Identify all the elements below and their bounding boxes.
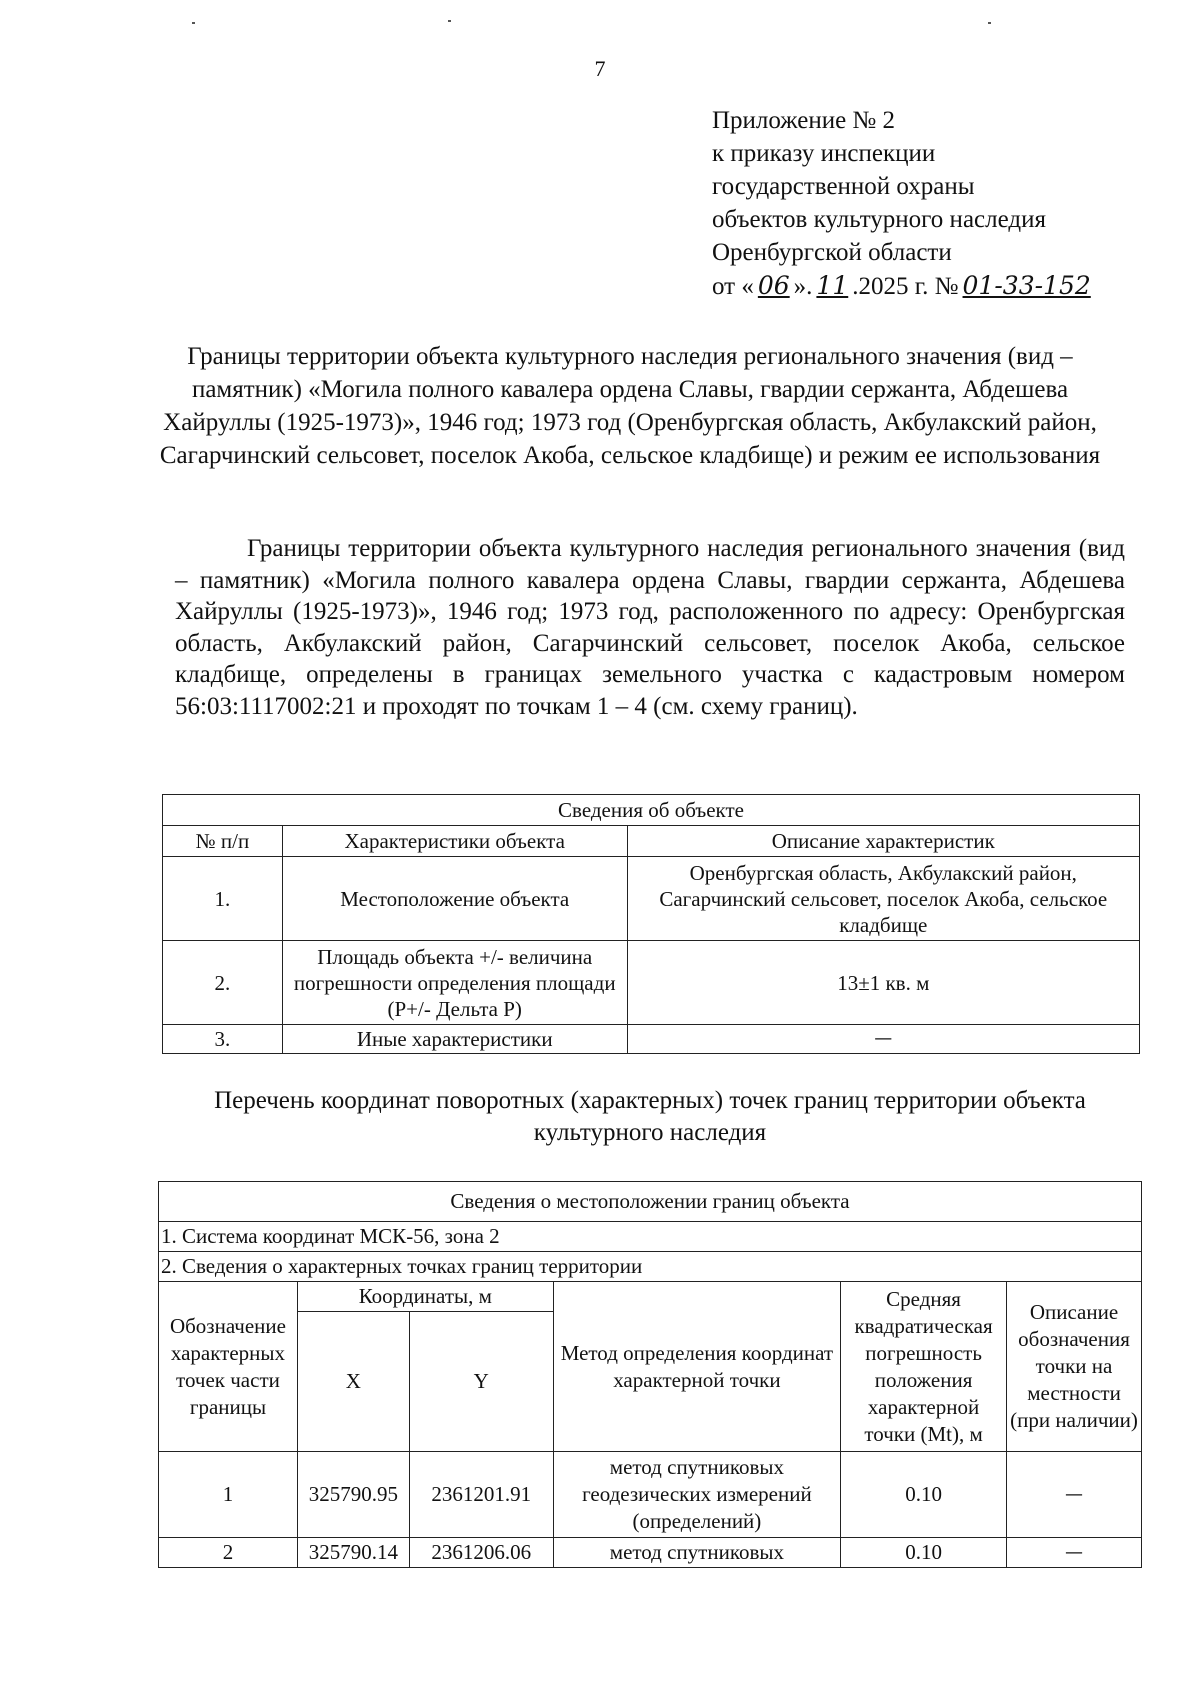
coordinate-y: 2361206.06 — [409, 1538, 553, 1568]
scan-speck — [192, 22, 195, 24]
coordinate-y: 2361201.91 — [409, 1452, 553, 1538]
mean-error: 0.10 — [841, 1452, 1007, 1538]
column-header-y: Y — [409, 1312, 553, 1452]
appendix-line: Оренбургской области — [712, 239, 952, 266]
table-row — [159, 1538, 1142, 1568]
table-row — [159, 1452, 1142, 1538]
point-description: — — [1007, 1538, 1142, 1568]
coordinate-x: 325790.95 — [297, 1452, 409, 1538]
coordinate-system: 1. Система координат МСК-56, зона 2 — [159, 1222, 1142, 1252]
document-title: Границы территории объекта культурного наследия регионального значения (вид – памятник) «Могила полного кавалера ордена Славы, гвардии сержанта, Абдешева Хайруллы (1925-1973)», 1946 год; 1973 год (Оренбургская область, Акбулакский район, Сагарчинский сельсовет, поселок Акоба, сельское кладбище) и режим ее использования — [159, 343, 1101, 469]
method: метод спутниковых — [553, 1538, 840, 1568]
column-header-point-description: Описание обозначения точки на местности (при наличии) — [1007, 1282, 1142, 1452]
coord-table-caption: Сведения о местоположении границ объекта — [159, 1182, 1142, 1222]
appendix-block — [712, 104, 1182, 303]
row-number: 3. — [163, 1025, 283, 1054]
table-row — [163, 941, 1140, 1025]
handwritten-month: 11 — [816, 271, 849, 300]
scan-speck — [988, 22, 991, 24]
appendix-line: Приложение № 2 — [712, 107, 896, 134]
row-number: 2. — [163, 941, 283, 1025]
row-characteristic: Площадь объекта +/- величина погрешности определения площади (P+/- Дельта P) — [282, 941, 627, 1025]
boundary-description: Границы территории объекта культурного наследия регионального значения (вид – памятник) «Могила полного кавалера ордена Славы, гвардии сержанта, Абдешева Хайруллы (1925-1973)», 1946 год; 1973 год, расположенного по адресу: Оренбургская область, Акбулакский район, Сагарчинский сельсовет, поселок Акоба, сельское кладбище, определены в границах земельного участка с кадастровым номером 56:03:1117002:21 и проходят по точкам 1 – 4 (см. схему границ). — [175, 535, 1125, 720]
coordinates-table — [158, 1181, 1142, 1568]
point-id: 2 — [159, 1538, 298, 1568]
column-header-x: X — [297, 1312, 409, 1452]
object-table-caption: Сведения об объекте — [163, 795, 1140, 826]
row-number: 1. — [163, 857, 283, 941]
appendix-line: к приказу инспекции — [712, 140, 936, 167]
mean-error: 0.10 — [841, 1538, 1007, 1568]
table-row — [163, 1025, 1140, 1054]
coordinate-x: 325790.14 — [297, 1538, 409, 1568]
page-number: 7 — [594, 56, 606, 81]
handwritten-day: 06 — [757, 271, 790, 300]
table-row — [163, 857, 1140, 941]
date-separator: ». — [793, 273, 813, 300]
row-description: — — [627, 1025, 1139, 1054]
method: метод спутниковых геодезических измерений (определений) — [553, 1452, 840, 1538]
row-characteristic: Местоположение объекта — [282, 857, 627, 941]
column-header-number: № п/п — [163, 826, 283, 857]
point-id: 1 — [159, 1452, 298, 1538]
date-prefix: от « — [712, 273, 754, 300]
order-date-line — [712, 269, 1182, 303]
appendix-line: государственной охраны — [712, 173, 975, 200]
appendix-line: объектов культурного наследия — [712, 206, 1046, 233]
scan-speck — [448, 20, 451, 22]
point-description: — — [1007, 1452, 1142, 1538]
row-description: 13±1 кв. м — [627, 941, 1139, 1025]
column-header-point: Обозначение характерных точек части границы — [159, 1282, 298, 1452]
date-year: .2025 г. № — [852, 273, 959, 300]
object-info-table — [162, 794, 1140, 1054]
column-header-coordinates: Координаты, м — [297, 1282, 553, 1312]
column-header-error: Средняя квадратическая погрешность положения характерной точки (Mt), м — [841, 1282, 1007, 1452]
column-header-description: Описание характеристик — [627, 826, 1139, 857]
row-description: Оренбургская область, Акбулакский район, Сагарчинский сельсовет, поселок Акоба, сельское кладбище — [627, 857, 1139, 941]
row-characteristic: Иные характеристики — [282, 1025, 627, 1054]
coordinates-section-title: Перечень координат поворотных (характерных) точек границ территории объекта культурного наследия — [214, 1087, 1086, 1146]
column-header-method: Метод определения координат характерной точки — [553, 1282, 840, 1452]
handwritten-order-number: 01-33-152 — [962, 271, 1091, 300]
points-caption: 2. Сведения о характерных точках границ территории — [159, 1252, 1142, 1282]
column-header-characteristic: Характеристики объекта — [282, 826, 627, 857]
